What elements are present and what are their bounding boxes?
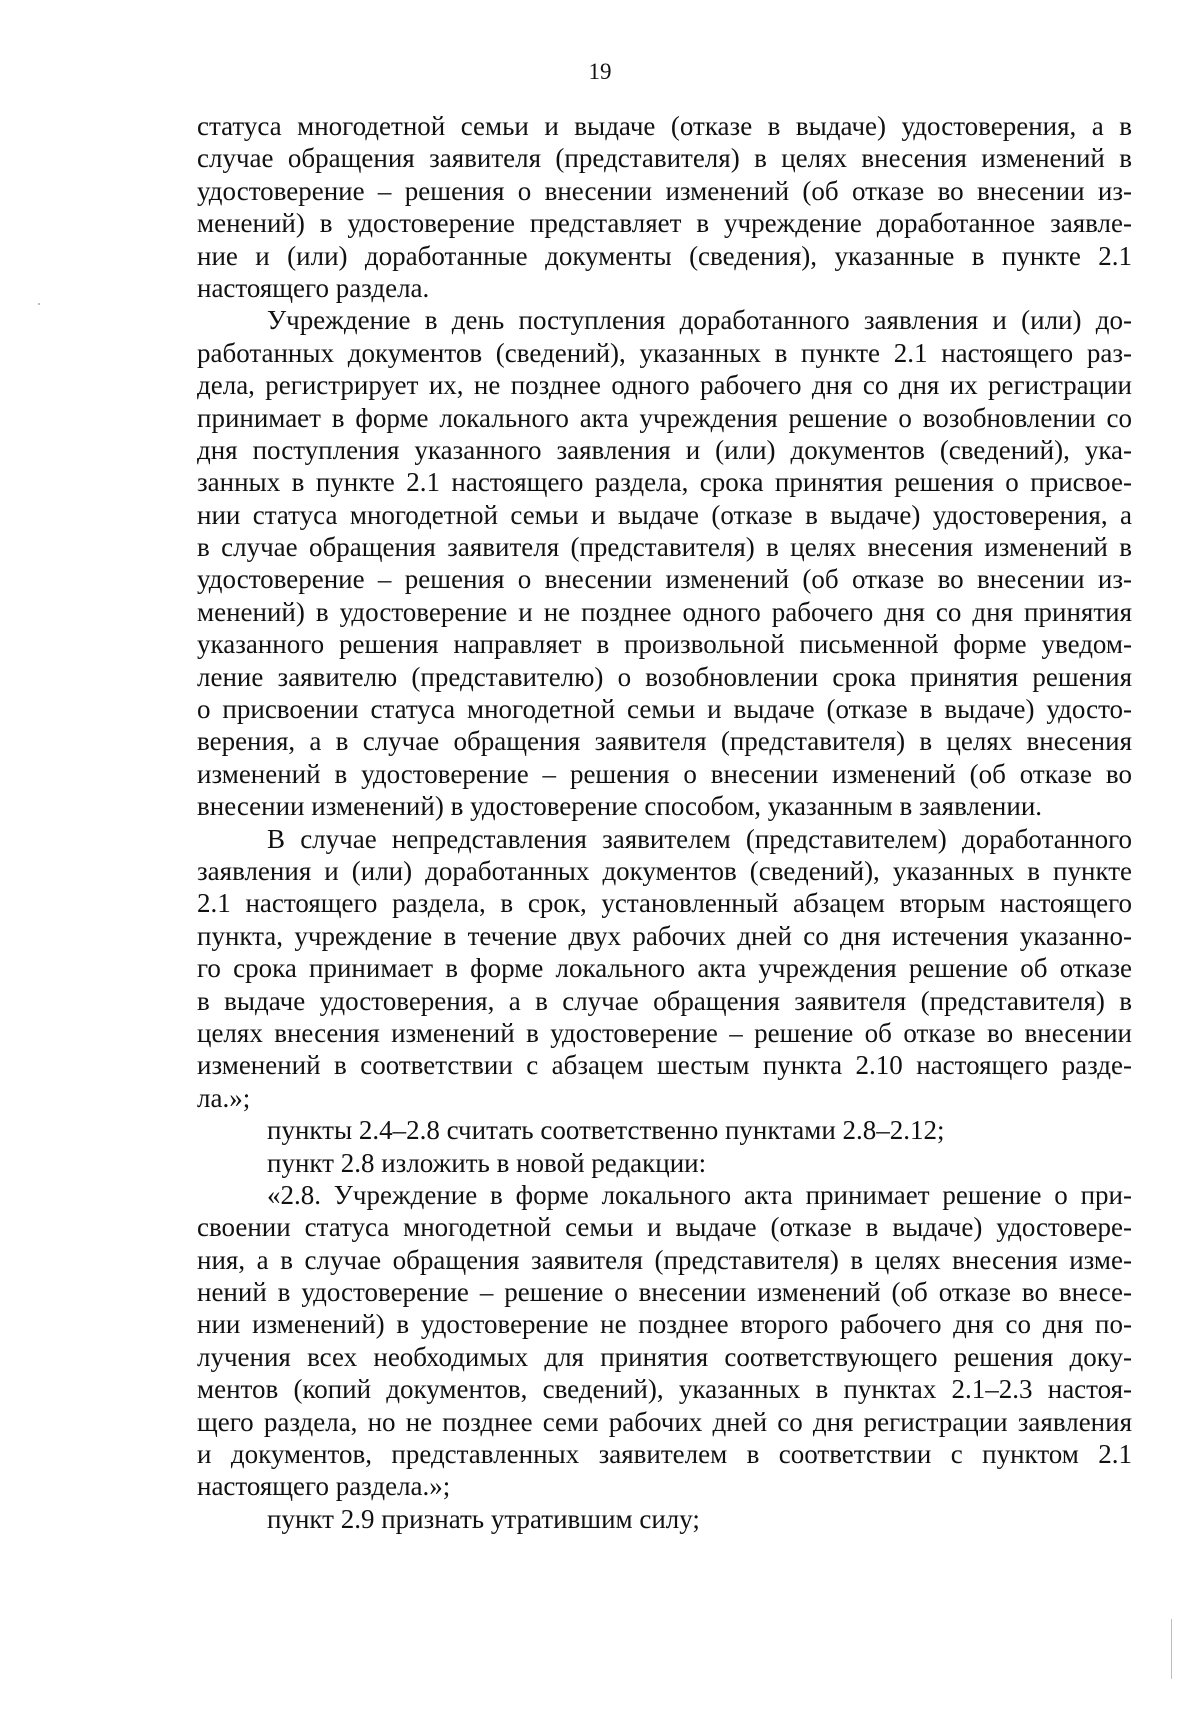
text-line: занных в пункте 2.1 настоящего раздела, срока принятия решения о присвое- (197, 467, 1132, 498)
scan-speck (38, 303, 40, 305)
paragraph (197, 1114, 1132, 1146)
text-line: работанных документов (сведений), указанных в пункте 2.1 настоящего раз- (197, 337, 1132, 368)
text-line: и документов, представленных заявителем в соответствии с пунктом 2.1 (197, 1439, 1132, 1470)
text-line: лучения всех необходимых для принятия соответствующего решения доку- (197, 1341, 1132, 1372)
text-line: ла.»; (197, 1082, 251, 1113)
text-line: указанного решения направляет в произвольной письменной форме уведом- (197, 629, 1132, 660)
text-line: пункта, учреждение в течение двух рабочих дней со дня истечения указанно- (197, 920, 1132, 951)
text-line: в выдаче удостоверения, а в случае обращения заявителя (представителя) в (197, 985, 1132, 1016)
text-line: изменений в соответствии с абзацем шестым пункта 2.10 настоящего разде- (197, 1050, 1132, 1081)
paragraph (197, 1179, 1132, 1503)
text-line: верения, а в случае обращения заявителя (представителя) в целях внесения (197, 726, 1132, 757)
text-line: целях внесения изменений в удостоверение – решение об отказе во внесении (197, 1017, 1132, 1048)
text-line: ния, а в случае обращения заявителя (представителя) в целях внесения изме- (197, 1244, 1132, 1275)
text-line: статуса многодетной семьи и выдаче (отказе в выдаче) удостоверения, а в (197, 111, 1132, 141)
paragraph (197, 304, 1132, 822)
paragraph (197, 823, 1132, 1115)
page-number: 19 (588, 59, 612, 84)
paragraph (197, 1503, 1132, 1535)
text-line: внесении изменений) в удостоверение способом, указанным в заявлении. (197, 791, 1043, 822)
text-line: менений) в удостоверение представляет в учреждение доработанное заявле- (197, 208, 1132, 239)
text-line: нии статуса многодетной семьи и выдаче (отказе в выдаче) удостоверения, а (197, 499, 1132, 530)
paragraph (197, 110, 1132, 304)
scan-speck (1171, 1619, 1172, 1679)
text-line: в случае обращения заявителя (представителя) в целях внесения изменений в (197, 532, 1132, 563)
text-line: щего раздела, но не позднее семи рабочих дней со дня регистрации заявления (197, 1406, 1132, 1437)
text-line: ние и (или) доработанные документы (сведения), указанные в пункте 2.1 (197, 240, 1132, 271)
text-line: своении статуса многодетной семьи и выдаче (отказе в выдаче) удостовере- (197, 1212, 1132, 1243)
paragraph (197, 1147, 1132, 1179)
text-line: пункт 2.9 признать утратившим силу; (267, 1503, 700, 1534)
text-line: настоящего раздела.»; (197, 1471, 451, 1502)
text-line: В случае непредставления заявителем (представителем) доработанного (267, 823, 1132, 854)
text-line: менений) в удостоверение и не позднее одного рабочего дня со дня принятия (197, 596, 1132, 627)
text-line: дела, регистрирует их, не позднее одного рабочего дня со дня их регистрации (197, 370, 1132, 401)
text-line: пункты 2.4–2.8 считать соответственно пунктами 2.8–2.12; (267, 1115, 945, 1146)
document-body (197, 110, 1132, 1535)
text-line: го срока принимает в форме локального акта учреждения решение об отказе (197, 953, 1132, 984)
text-line: нений в удостоверение – решение о внесении изменений (об отказе во внесе- (197, 1277, 1132, 1308)
text-line: ление заявителю (представителю) о возобновлении срока принятия решения (197, 661, 1132, 692)
text-line: случае обращения заявителя (представителя) в целях внесения изменений в (197, 143, 1132, 174)
text-line: принимает в форме локального акта учреждения решение о возобновлении со (197, 402, 1132, 433)
text-line: заявления и (или) доработанных документов (сведений), указанных в пункте (197, 855, 1132, 886)
text-line: изменений в удостоверение – решения о внесении изменений (об отказе во (197, 758, 1132, 789)
text-line: удостоверение – решения о внесении изменений (об отказе во внесении из- (197, 175, 1132, 206)
text-line: настоящего раздела. (197, 272, 430, 303)
text-line: пункт 2.8 изложить в новой редакции: (267, 1147, 707, 1178)
text-line: ментов (копий документов, сведений), указанных в пунктах 2.1–2.3 настоя- (197, 1374, 1132, 1405)
text-line: удостоверение – решения о внесении изменений (об отказе во внесении из- (197, 564, 1132, 595)
text-line: «2.8. Учреждение в форме локального акта принимает решение о при- (267, 1179, 1132, 1210)
text-line: дня поступления указанного заявления и (или) документов (сведений), ука- (197, 434, 1132, 465)
text-line: 2.1 настоящего раздела, в срок, установленный абзацем вторым настоящего (197, 888, 1132, 919)
text-line: о присвоении статуса многодетной семьи и выдаче (отказе в выдаче) удосто- (197, 694, 1132, 725)
text-line: нии изменений) в удостоверение не позднее второго рабочего дня со дня по- (197, 1309, 1132, 1340)
text-line: Учреждение в день поступления доработанного заявления и (или) до- (267, 305, 1132, 336)
